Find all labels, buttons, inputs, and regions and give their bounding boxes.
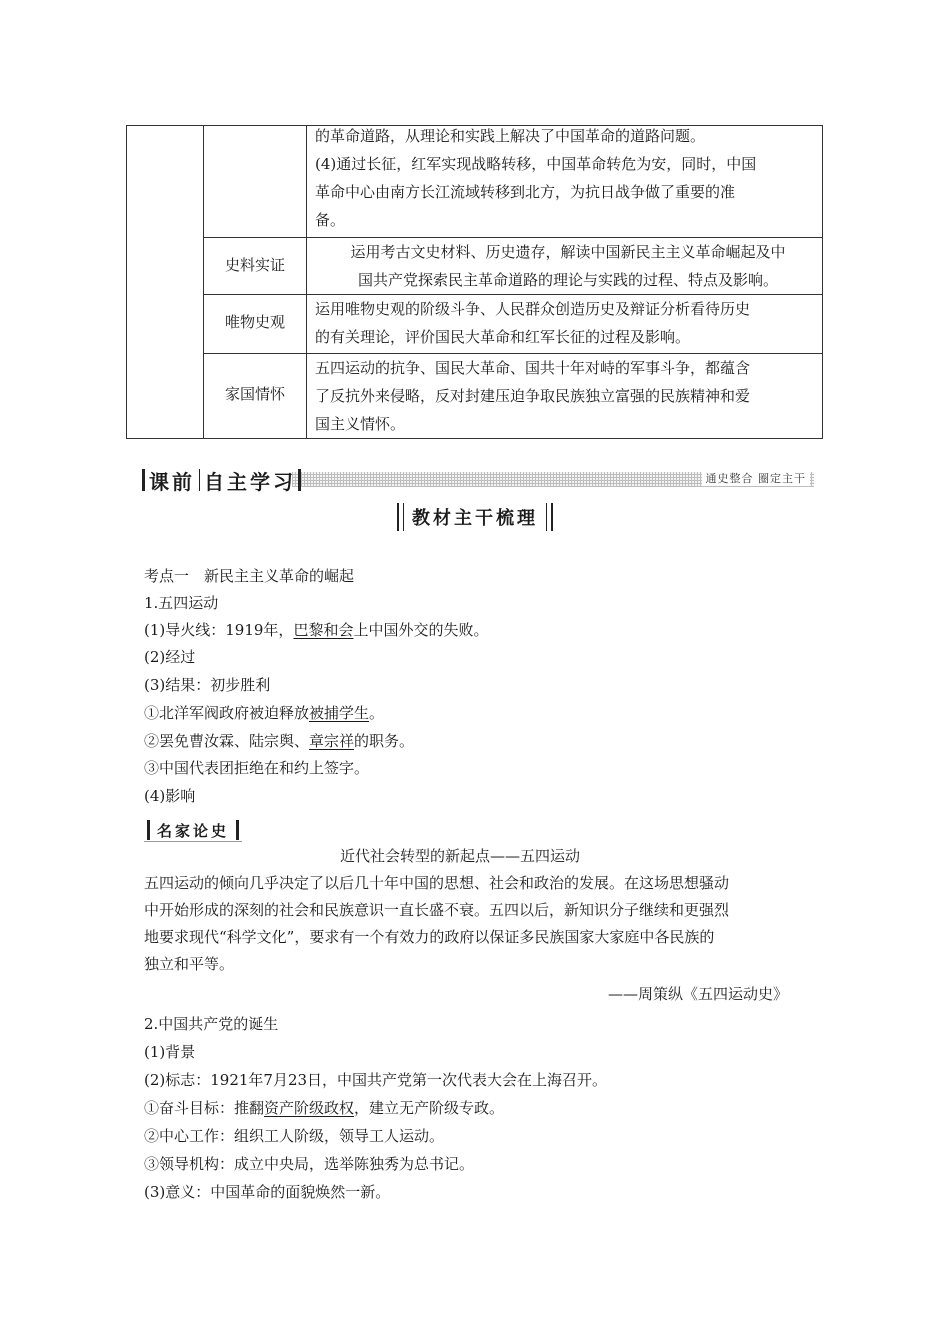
text-line: ①奋斗目标：推翻资产阶级政权，建立无产阶级专政。 — [144, 1099, 505, 1117]
header-bar — [298, 469, 301, 491]
text-line: ①北洋军阀政府被迫释放被捕学生。 — [144, 704, 385, 722]
quote-tag-label: 名家论史 — [157, 821, 230, 840]
heading-1: 1.五四运动 — [144, 594, 219, 612]
text-line: (4)通过长征，红军实现战略转移，中国革命转危为安，同时，中国 — [315, 155, 757, 173]
text-line: 地要求现代“科学文化”，要求有一个有效力的政府以保证多民族国家大家庭中各民族的 — [144, 928, 715, 946]
header-bar — [546, 503, 547, 531]
sub-section-title: 教材主干梳理 — [412, 508, 538, 529]
section-title-part2: 自主学习 — [204, 469, 296, 494]
text-line: ③领导机构：成立中央局，选举陈独秀为总书记。 — [144, 1155, 475, 1173]
text-line: ③中国代表团拒绝在和约上签字。 — [144, 759, 370, 777]
section-title — [142, 467, 305, 493]
text-line: 备。 — [315, 211, 346, 229]
tag-bar — [147, 820, 150, 840]
header-bar — [199, 469, 200, 491]
text-line: (1)导火线：1919年，巴黎和会上中国外交的失败。 — [144, 621, 489, 639]
quote-title: 近代社会转型的新起点——五四运动 — [340, 847, 581, 865]
tag-bar — [236, 820, 239, 840]
header-bar — [397, 503, 399, 531]
quote-body — [144, 870, 729, 978]
text-line: (3)意义：中国革命的面貌焕然一新。 — [144, 1183, 391, 1201]
quote-source: ——周策纵《五四运动史》 — [608, 985, 789, 1003]
table-cell-text — [315, 122, 821, 234]
competency-table — [126, 125, 823, 439]
table-row-label: 家国情怀 — [224, 385, 285, 403]
table-cell-text — [315, 354, 821, 438]
text-line: 运用唯物史观的阶级斗争、人民群众创造历史及辩证分析看待历史 — [315, 300, 751, 318]
text-line: 五四运动的抗争、国民大革命、国共十年对峙的军事斗争，都蕴含 — [315, 359, 751, 377]
text-line: 了反抗外来侵略，反对封建压迫争取民族独立富强的民族精神和爱 — [315, 387, 751, 405]
header-bar — [142, 469, 145, 491]
heading-2: 2.中国共产党的诞生 — [144, 1015, 279, 1033]
text-line: 独立和平等。 — [144, 955, 235, 973]
kaodian-title: 考点一 新民主主义革命的崛起 — [144, 567, 355, 585]
text-line: (4)影响 — [144, 787, 196, 805]
section-header — [142, 467, 814, 493]
text-line: (2)经过 — [144, 648, 196, 666]
text-line: 国主义情怀。 — [315, 415, 406, 433]
text-line: 的革命道路，从理论和实践上解决了中国革命的道路问题。 — [315, 127, 706, 145]
section-subtitle: 通史整合 圈定主干 — [702, 470, 811, 486]
text-line: 五四运动的倾向几乎决定了以后几十年中国的思想、社会和政治的发展。在这场思想骚动 — [144, 874, 730, 892]
table-row-label: 唯物史观 — [224, 313, 285, 331]
text-line: (1)背景 — [144, 1043, 196, 1061]
text-line: (3)结果：初步胜利 — [144, 676, 271, 694]
table-divider — [306, 126, 307, 438]
text-line: 国共产党探索民主革命道路的理论与实践的过程、特点及影响。 — [357, 271, 778, 289]
text-line: 中开始形成的深刻的社会和民族意识一直长盛不衰。五四以后，新知识分子继续和更强烈 — [144, 901, 730, 919]
text-line: ②罢免曹汝霖、陆宗舆、章宗祥的职务。 — [144, 732, 415, 750]
header-bar — [403, 503, 404, 531]
quote-tag — [144, 819, 242, 842]
text-line: (2)标志：1921年7月23日，中国共产党第一次代表大会在上海召开。 — [144, 1071, 608, 1089]
table-row-label: 史料实证 — [224, 256, 285, 274]
table-cell-text — [315, 295, 821, 351]
text-line: 革命中心由南方长江流域转移到北方，为抗日战争做了重要的准 — [315, 183, 736, 201]
text-line: 运用考古文史材料、历史遗存，解读中国新民主主义革命崛起及中 — [350, 243, 786, 261]
sub-section-header — [395, 502, 555, 532]
text-line: ②中心工作：组织工人阶级，领导工人运动。 — [144, 1127, 445, 1145]
table-cell-text — [315, 238, 821, 294]
section-title-part1: 课前 — [149, 469, 195, 494]
text-line: 的有关理论，评价国民大革命和红军长征的过程及影响。 — [315, 328, 691, 346]
header-bar — [551, 503, 553, 531]
